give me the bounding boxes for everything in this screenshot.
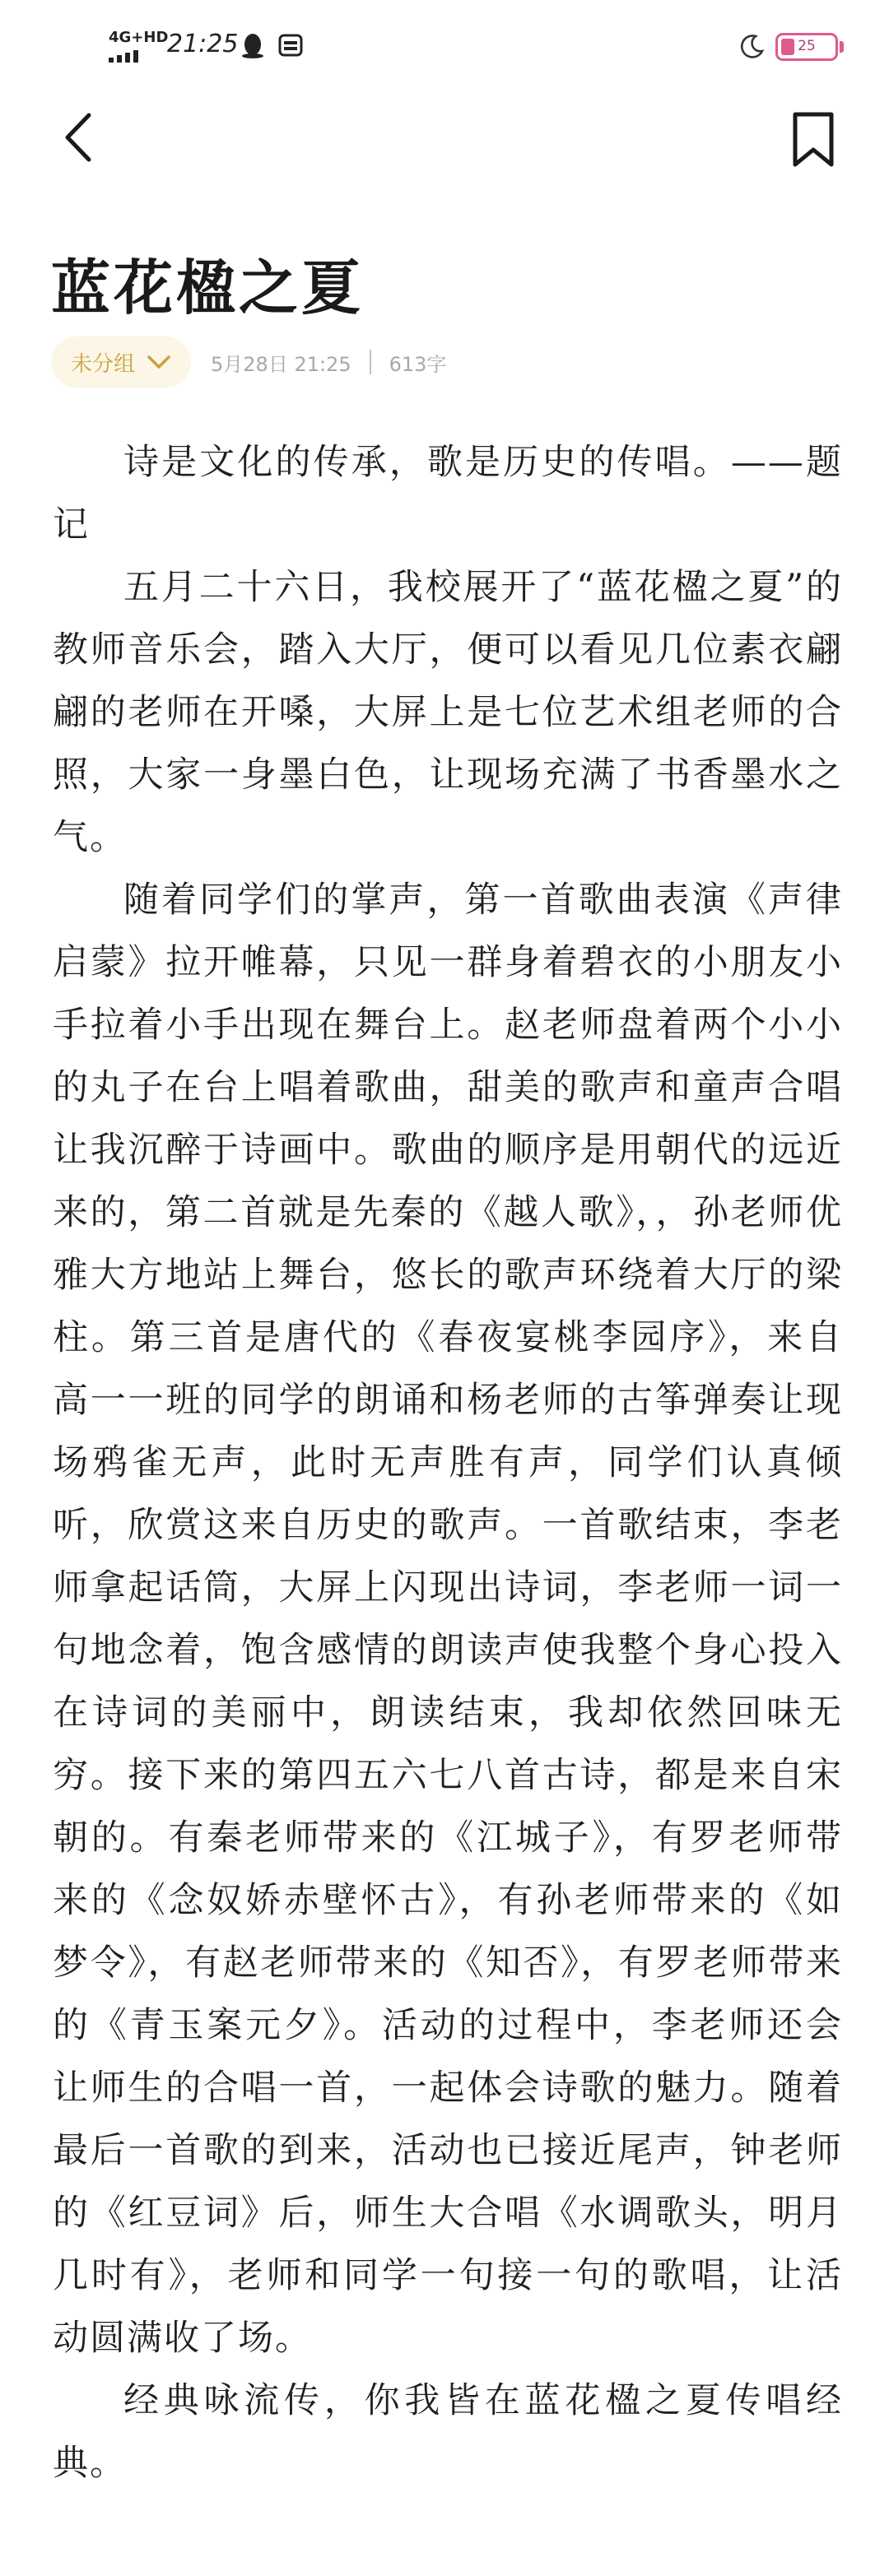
- group-selector[interactable]: [51, 337, 191, 388]
- status-time: 21:25: [167, 30, 239, 58]
- group-label: 未分组: [71, 351, 136, 377]
- battery-icon: [775, 33, 838, 61]
- back-arrow-icon[interactable]: [58, 109, 99, 166]
- paragraph-intro: 五月二十六日，我校展开了“蓝花楹之夏”的教师音乐会，踏入大厅，便可以看见几位素衣翩翩的老师在开嗓，大屏上是七位艺术组老师的合照，大家一身墨白色，让现场充满了书香墨水之气。: [53, 567, 843, 858]
- network-type: 4G+HD: [109, 29, 169, 46]
- moon-icon: [739, 33, 766, 59]
- note-date: 5月28日 21:25: [211, 352, 351, 376]
- paragraph-epigraph: 诗是文化的传承，歌是历史的传唱。——题记: [53, 442, 843, 545]
- meta-divider: [370, 350, 371, 374]
- paragraph-main: 随着同学们的掌声，第一首歌曲表演《声律启蒙》拉开帷幕，只见一群身着碧衣的小朋友小手拉着小手出现在舞台上。赵老师盘着两个小小的丸子在台上唱着歌曲，甜美的歌声和童声合唱让我沉醉于诗画中。歌曲的顺序是用朝代的远近来的，第二首就是先秦的《越人歌》，，孙老师优雅大方地站上舞台，悠长的歌声环绕着大厅的梁柱。第三首是唐代的《春夜宴桃李园序》，来自高一一班的同学的朗诵和杨老师的古筝弹奏让现场鸦雀无声，此时无声胜有声，同学们认真倾听，欣赏这来自历史的歌声。一首歌结束，李老师拿起话筒，大屏上闪现出诗词，李老师一词一句地念着，饱含感情的朗读声使我整个身心投入在诗词的美丽中，朗读结束，我却依然回味无穷。接下来的第四五六七八首古诗，都是来自宋朝的。有秦老师带来的《江城子》，有罗老师带来的《念奴娇赤壁怀古》，有孙老师带来的《如梦令》，有赵老师带来的《知否》，有罗老师带来的《青玉案元夕》。活动的过程中，李老师还会让师生的合唱一首，一起体会诗歌的魅力。随着最后一首歌的到来，活动也已接近尾声，钟老师的《红豆词》后，师生大合唱《水调歌头，明月几时有》，老师和同学一句接一句的歌唱，让活动圆满收了场。: [53, 880, 843, 2359]
- word-count: 613字: [389, 352, 447, 376]
- note-body[interactable]: [53, 431, 843, 2495]
- battery-percent: 25: [798, 38, 816, 54]
- status-bar: [0, 0, 889, 92]
- signal-icon: [109, 49, 148, 63]
- qq-penguin-icon: [239, 31, 267, 59]
- note-meta: [51, 336, 446, 388]
- chevron-down-icon: [147, 354, 171, 370]
- sim-card-icon: [277, 31, 305, 59]
- paragraph-conclusion: 经典咏流传，你我皆在蓝花楹之夏传唱经典。: [53, 2380, 843, 2484]
- bookmark-icon[interactable]: [789, 110, 838, 169]
- battery-tip: [840, 41, 844, 53]
- note-title: 蓝花楹之夏: [51, 253, 365, 323]
